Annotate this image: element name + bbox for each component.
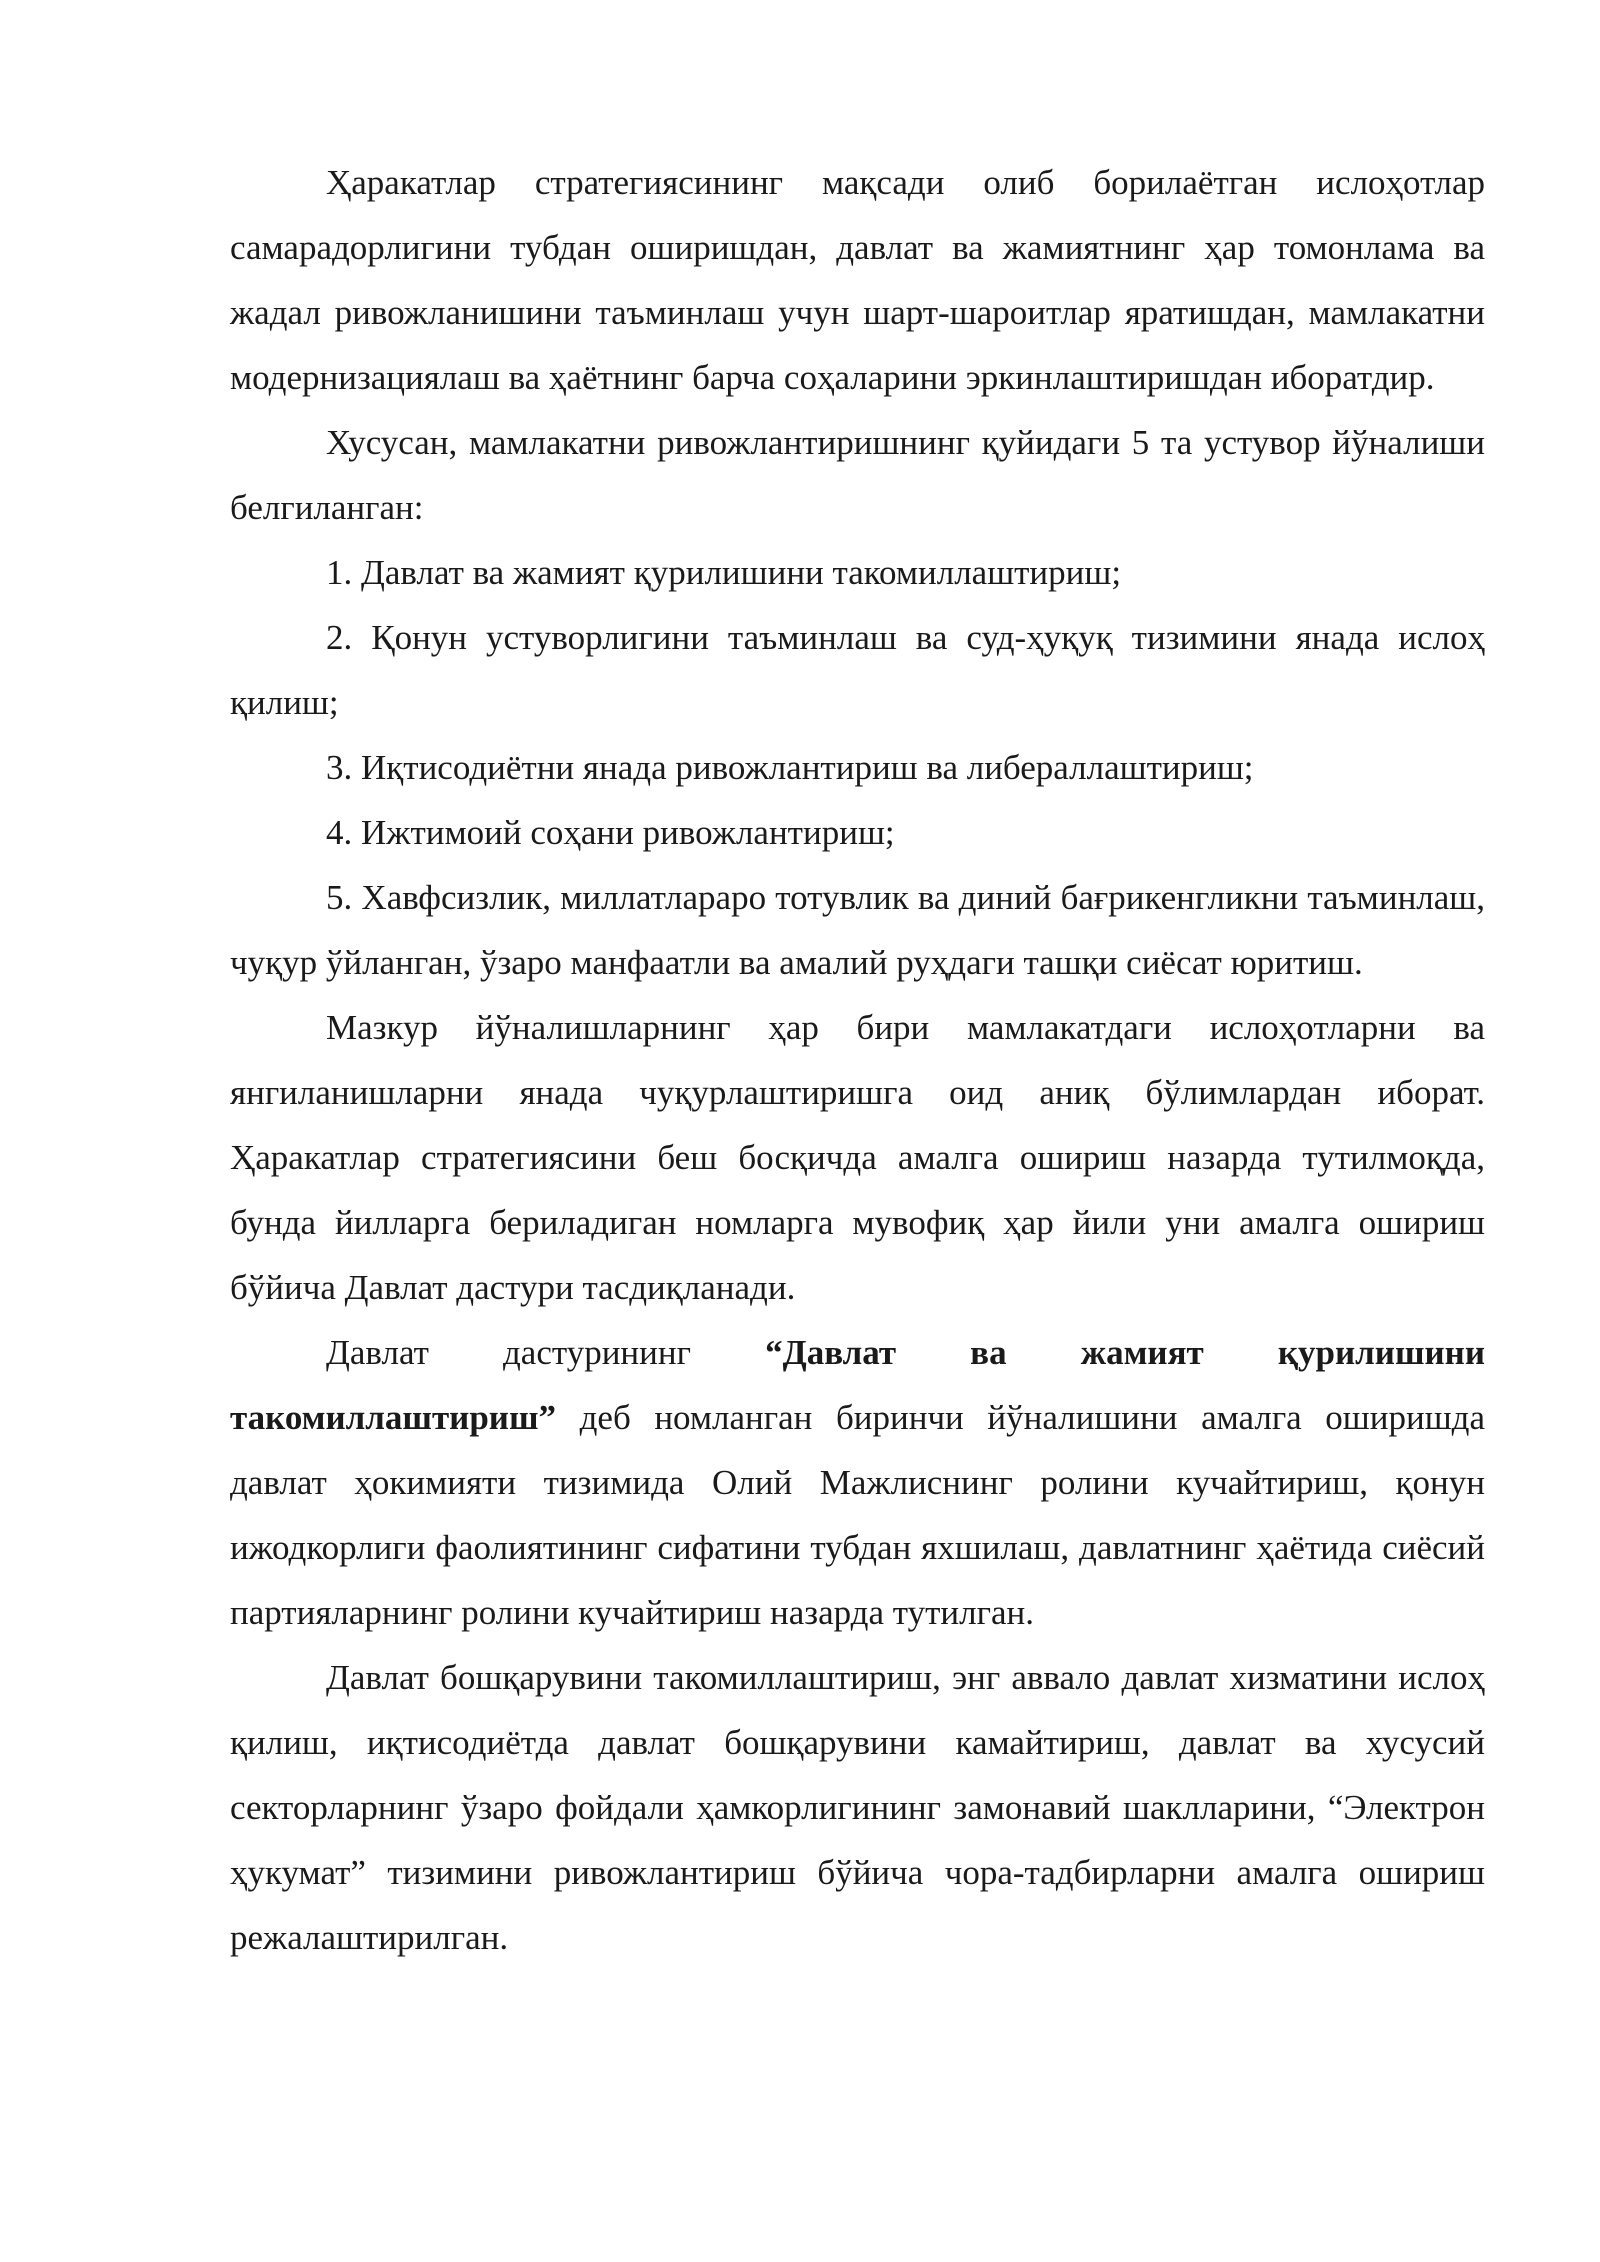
list-item-priority-1: 1. Давлат ва жамият қурилишини такомиллаштириш; xyxy=(326,553,1122,592)
list-item-priority-3: 3. Иқтисодиётни янада ривожлантириш ва либераллаштириш; xyxy=(326,748,1254,787)
list-item-priority-2: 2. Қонун устуворлигини таъминлаш ва суд-ҳуқуқ тизимини янада ислоҳ қилиш; xyxy=(230,618,1485,722)
paragraph-directions-detail: Мазкур йўналишларнинг ҳар бири мамлакатдаги ислоҳотларни ва янгиланишларни янада чуқурлаштиришга оид аниқ бўлимлардан иборат. Ҳаракатлар стратегиясини беш босқичда амалга ошириш назарда тутилмоқда, бунда йилларга бериладиган номларга мувофиқ ҳар йили уни амалга ошириш бўйича Давлат дастури тасдиқланади. xyxy=(230,1008,1485,1307)
paragraph-strategy-goal: Ҳаракатлар стратегиясининг мақсади олиб борилаётган ислоҳотлар самарадорлигини тубдан оширишдан, давлат ва жамиятнинг ҳар томонлама ва жадал ривожланишини таъминлаш учун шарт-шароитлар яратишдан, мамлакатни модернизациялаш ва ҳаётнинг барча соҳаларини эркинлаштиришдан иборатдир. xyxy=(230,163,1485,397)
list-item-priority-4: 4. Ижтимоий соҳани ривожлантириш; xyxy=(326,813,895,852)
paragraph-governance-improvement: Давлат бошқарувини такомиллаштириш, энг аввало давлат хизматини ислоҳ қилиш, иқтисодиётда давлат бошқарувини камайтириш, давлат ва хусусий секторларнинг ўзаро фойдали ҳамкорлигининг замонавий шаклларини, “Электрон ҳукумат” тизимини ривожлантириш бўйича чора-тадбирларни амалга ошириш режалаштирилган. xyxy=(230,1658,1485,1957)
bold-direction-title: “Давлат ва жамият қурилишини такомиллаштириш” xyxy=(230,1333,1485,1437)
paragraph-first-direction xyxy=(230,1320,1485,1645)
paragraph-first-direction-lead: Давлат дастурининг xyxy=(326,1333,766,1372)
document-page xyxy=(230,150,1485,1970)
paragraph-first-direction-rest: деб номланган биринчи йўналишини амалга оширишда давлат ҳокимияти тизимида Олий Мажлиснинг ролини кучайтириш, қонун ижодкорлиги фаолиятининг сифатини тубдан яхшилаш, давлатнинг ҳаётида сиёсий партияларнинг ролини кучайтириш назарда тутилган. xyxy=(230,1398,1485,1632)
paragraph-priorities-intro: Хусусан, мамлакатни ривожлантиришнинг қуйидаги 5 та устувор йўналиши белгиланган: xyxy=(230,423,1485,527)
list-item-priority-5: 5. Хавфсизлик, миллатлараро тотувлик ва диний бағрикенгликни таъминлаш, чуқур ўйланган, ўзаро манфаатли ва амалий руҳдаги ташқи сиёсат юритиш. xyxy=(230,878,1485,982)
